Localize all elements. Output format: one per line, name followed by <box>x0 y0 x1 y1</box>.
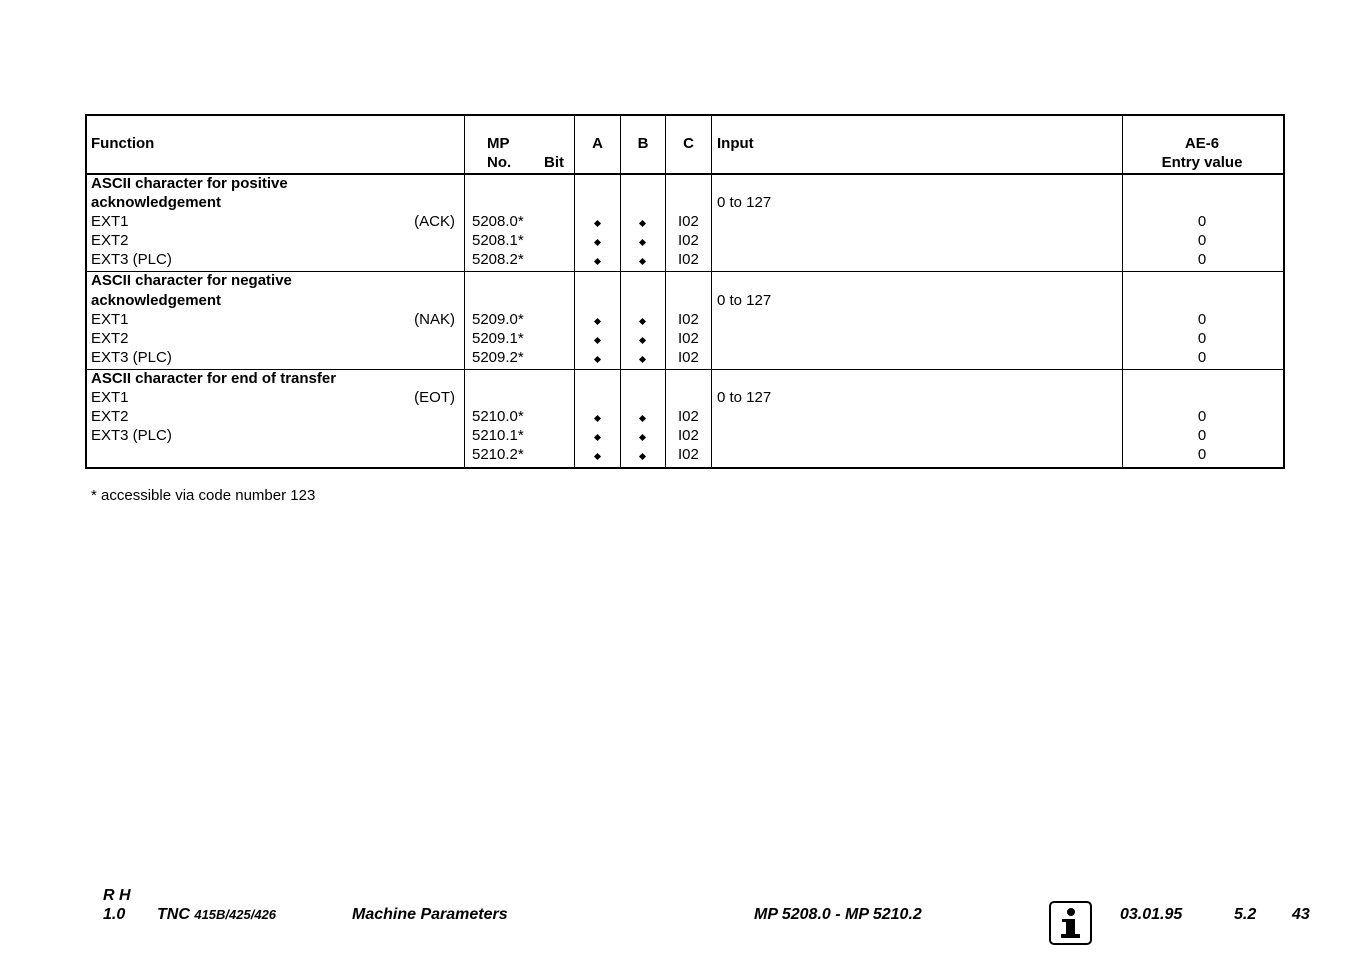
group-title: ASCII character for end of transfer <box>91 370 337 387</box>
input-range: 0 to 127 <box>717 292 772 309</box>
entry-value: 0 <box>1197 349 1207 366</box>
row-label: EXT3 (PLC) <box>91 251 172 268</box>
header-a: A <box>592 135 603 152</box>
row-label: EXT1 <box>91 389 129 406</box>
footer-product <box>157 905 276 924</box>
header-mp: MP <box>487 135 510 152</box>
c-value: I02 <box>678 232 699 249</box>
entry-value: 0 <box>1197 408 1207 425</box>
column-divider <box>620 114 621 467</box>
mp-number: 5210.1* <box>472 427 524 444</box>
group-title: ASCII character for positive <box>91 175 288 192</box>
entry-value: 0 <box>1197 330 1207 347</box>
input-range: 0 to 127 <box>717 194 772 211</box>
group-title: acknowledgement <box>91 292 222 309</box>
product-prefix: TNC <box>157 906 190 923</box>
header-entry-value: Entry value <box>1161 154 1243 171</box>
entry-value: 0 <box>1197 251 1207 268</box>
input-range: 0 to 127 <box>717 389 772 406</box>
footer-chapter: 5.2 <box>1234 906 1257 923</box>
c-value: I02 <box>678 251 699 268</box>
info-icon <box>1049 901 1092 945</box>
c-value: I02 <box>678 311 699 328</box>
header-input: Input <box>717 135 754 152</box>
product-models: 415B/425/426 <box>194 907 277 922</box>
mp-number: 5208.0* <box>472 213 524 230</box>
mp-number: 5209.0* <box>472 311 524 328</box>
row-label: EXT2 <box>91 408 129 425</box>
entry-value: 0 <box>1197 446 1207 463</box>
header-c: C <box>683 135 694 152</box>
footer-mp-range: MP 5208.0 - MP 5210.2 <box>754 906 922 923</box>
row-label: EXT2 <box>91 330 129 347</box>
mp-number: 5208.1* <box>472 232 524 249</box>
header-b: B <box>637 135 649 152</box>
group-title: acknowledgement <box>91 194 222 211</box>
mp-number: 5209.1* <box>472 330 524 347</box>
entry-value: 0 <box>1197 427 1207 444</box>
group-title: ASCII character for negative <box>91 272 292 289</box>
row-label: EXT3 (PLC) <box>91 427 172 444</box>
entry-value: 0 <box>1197 232 1207 249</box>
control-code: (ACK) <box>414 213 455 230</box>
header-bit: Bit <box>544 154 564 171</box>
footer-version: 1.0 <box>103 906 126 923</box>
control-code: (NAK) <box>414 311 455 328</box>
column-divider <box>665 114 666 467</box>
column-divider <box>574 114 575 467</box>
header-function: Function <box>91 135 155 152</box>
row-label: EXT1 <box>91 213 129 230</box>
c-value: I02 <box>678 349 699 366</box>
row-label: EXT3 (PLC) <box>91 349 172 366</box>
mp-number: 5208.2* <box>472 251 524 268</box>
c-value: I02 <box>678 446 699 463</box>
footer-rh: R H <box>103 887 131 904</box>
entry-value: 0 <box>1197 213 1207 230</box>
footnote: * accessible via code number 123 <box>91 487 316 504</box>
row-label: EXT1 <box>91 311 129 328</box>
footer-page-number: 43 <box>1292 906 1310 923</box>
column-divider <box>464 114 465 467</box>
footer-date: 03.01.95 <box>1120 906 1183 923</box>
column-divider <box>711 114 712 467</box>
mp-number: 5210.0* <box>472 408 524 425</box>
mp-number: 5210.2* <box>472 446 524 463</box>
control-code: (EOT) <box>414 389 455 406</box>
row-label: EXT2 <box>91 232 129 249</box>
header-no: No. <box>487 154 512 171</box>
c-value: I02 <box>678 330 699 347</box>
mp-number: 5209.2* <box>472 349 524 366</box>
footer-section-title: Machine Parameters <box>352 906 508 923</box>
header-ae6: AE-6 <box>1184 135 1220 152</box>
entry-value: 0 <box>1197 311 1207 328</box>
c-value: I02 <box>678 427 699 444</box>
c-value: I02 <box>678 213 699 230</box>
c-value: I02 <box>678 408 699 425</box>
